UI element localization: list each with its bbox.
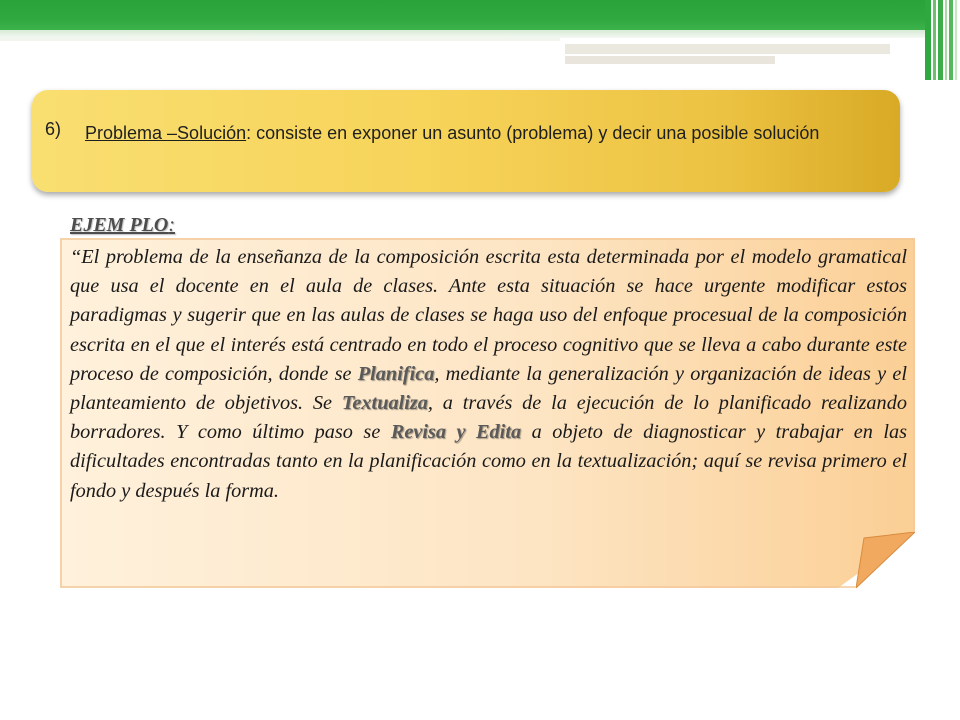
definition-text [85,119,885,147]
definition-body: : consiste en exponer un asunto (problema) y decir una posible solución [246,123,820,143]
header-green-bar [0,0,930,30]
page-curl-fold [856,532,915,588]
definition-term: Problema –Solución [85,123,247,143]
example-note-card [60,238,915,588]
keyword-textualiza: Textualiza [341,392,428,415]
header-thin-line [0,38,560,41]
header-shadow-bar [0,30,930,38]
header-band [0,0,960,30]
example-text-part-2: , mediante la generalización y organización de ideas y el planteamiento de objetivos. Se [70,362,907,415]
header-accent-bar [565,44,890,54]
header-stripes [925,0,960,80]
header-accent-bar-small [565,56,775,64]
keyword-planifica: Planifica [357,362,435,385]
example-label: EJEM PLO [70,214,169,236]
keyword-revisa-y-edita: Revisa y Edita [390,421,522,444]
example-text-part-3: , a través de la ejecución de lo planificado realizando borradores. Y como último paso se [70,392,907,444]
item-number: 6) [45,119,62,139]
example-colon: : [168,214,176,236]
example-paragraph [70,243,907,506]
example-text-part-4: a objeto de diagnosticar y trabajar en las dificultades encontradas tanto en la planificación como en la textualización; aquí se revisa primero el fondo y después la forma. [70,421,908,502]
example-text-part-1: “El problema de la enseñanza de la composición escrita esta determinada por el modelo gramatical que usa el docente en el aula de clases. Ante esta situación se hace urgente modificar estos paradigmas y sugerir que en las aulas de clases se haga uso del enfoque procesual de la composición escrita en el que el interés está centrado en todo el proceso cognitivo que se lleva a cabo durante este proceso de composición, donde se [70,246,907,385]
example-heading [70,214,175,237]
